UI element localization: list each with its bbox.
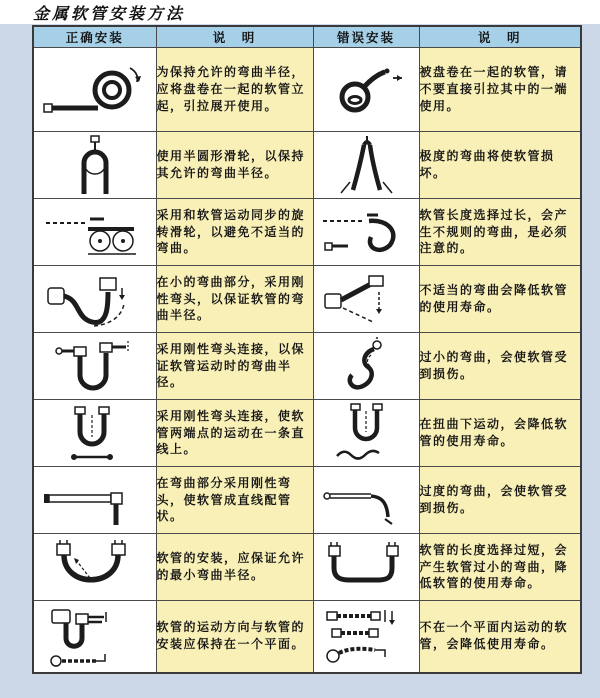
- wrong-illustration-cell: [313, 534, 419, 601]
- table-row-2: [33, 132, 581, 199]
- wrong-illustration-cell: [313, 467, 419, 534]
- rigid-elbow-at-small-bend-icon: [40, 268, 150, 330]
- wrong-description: 不适当的弯曲会降低软管的使用寿命。: [419, 266, 581, 333]
- wrong-illustration-cell: [313, 333, 419, 400]
- wrong-description: 被盘卷在一起的软管，请不要直接引拉其中的一端使用。: [419, 48, 581, 132]
- table-row-6: [33, 400, 581, 467]
- table-row-5: [33, 333, 581, 400]
- straight-run-with-rigid-elbow-icon: [40, 469, 150, 531]
- minimum-bend-radius-u-icon: [40, 536, 150, 598]
- header-description-1: 说 明: [156, 26, 313, 48]
- table-row-3: [33, 199, 581, 266]
- correct-description: 为保持允许的弯曲半径，应将盘卷在一起的软管立起，引拉展开使用。: [156, 48, 313, 132]
- correct-illustration-cell: [33, 400, 156, 467]
- correct-description: 采用刚性弯头连接，使软管两端点的运动在一条直线上。: [156, 400, 313, 467]
- header-correct-installation: 正确安装: [33, 26, 156, 48]
- correct-illustration-cell: [33, 467, 156, 534]
- table-row-7: [33, 467, 581, 534]
- overbent-end-icon: [319, 469, 414, 531]
- correct-illustration-cell: [33, 199, 156, 266]
- correct-description: 软管的运动方向与软管的安装应保持在一个平面。: [156, 601, 313, 673]
- wrong-description: 过度的弯曲，会使软管受到损伤。: [419, 467, 581, 534]
- wrong-description: 在扭曲下运动，会降低软管的使用寿命。: [419, 400, 581, 467]
- twisted-u-loop-icon: [319, 402, 414, 464]
- table-row-4: [33, 266, 581, 333]
- correct-illustration-cell: [33, 601, 156, 673]
- wrong-description: 不在一个平面内运动的软管，会降低使用寿命。: [419, 601, 581, 673]
- wrong-illustration-cell: [313, 400, 419, 467]
- standing-coil-pull-straight-icon: [40, 54, 150, 126]
- overlong-hose-irregular-bend-icon: [319, 201, 414, 263]
- correct-description: 软管的安装，应保证允许的最小弯曲半径。: [156, 534, 313, 601]
- straight-line-endpoint-motion-icon: [40, 402, 150, 464]
- correct-illustration-cell: [33, 132, 156, 199]
- correct-description: 采用刚性弯头连接，以保证软管运动时的弯曲半径。: [156, 333, 313, 400]
- header-wrong-installation: 错误安装: [313, 26, 419, 48]
- flat-coil-direct-pull-icon: [319, 59, 414, 121]
- wrong-illustration-cell: [313, 601, 419, 673]
- header-row: [33, 26, 581, 48]
- single-plane-installation-icon: [40, 602, 150, 670]
- page-title: 金属软管安装方法: [33, 4, 186, 23]
- correct-illustration-cell: [33, 48, 156, 132]
- correct-description: 在小的弯曲部分，采用刚性弯头，以保证软管的弯曲半径。: [156, 266, 313, 333]
- table-row-9: [33, 601, 581, 673]
- synchronized-rotating-pulleys-icon: [40, 201, 150, 263]
- u-loop-with-rigid-elbows-icon: [40, 335, 150, 397]
- correct-illustration-cell: [33, 534, 156, 601]
- too-short-hose-tight-bend-icon: [319, 536, 414, 598]
- wrong-illustration-cell: [313, 199, 419, 266]
- extreme-sharp-bend-icon: [319, 134, 414, 196]
- header-description-2: 说 明: [419, 26, 581, 48]
- table-row-1: [33, 48, 581, 132]
- wrong-description: 软管长度选择过长，会产生不规则的弯曲，是必须注意的。: [419, 199, 581, 266]
- correct-description: 在弯曲部分采用刚性弯头，使软管成直线配管状。: [156, 467, 313, 534]
- too-small-bend-hook-icon: [319, 335, 414, 397]
- correct-illustration-cell: [33, 266, 156, 333]
- improper-bend-at-fitting-icon: [319, 268, 414, 330]
- wrong-illustration-cell: [313, 266, 419, 333]
- installation-methods-table: [32, 25, 582, 674]
- hose-over-semicircular-pulley-icon: [40, 134, 150, 196]
- wrong-description: 极度的弯曲将使软管损坏。: [419, 132, 581, 199]
- table-row-8: [33, 534, 581, 601]
- correct-description: 使用半圆形滑轮，以保持其允许的弯曲半径。: [156, 132, 313, 199]
- correct-illustration-cell: [33, 333, 156, 400]
- wrong-illustration-cell: [313, 132, 419, 199]
- out-of-plane-motion-icon: [319, 602, 414, 670]
- wrong-description: 软管的长度选择过短，会产生软管过小的弯曲，降低软管的使用寿命。: [419, 534, 581, 601]
- correct-description: 采用和软管运动同步的旋转滑轮，以避免不适当的弯曲。: [156, 199, 313, 266]
- wrong-description: 过小的弯曲，会使软管受到损伤。: [419, 333, 581, 400]
- wrong-illustration-cell: [313, 48, 419, 132]
